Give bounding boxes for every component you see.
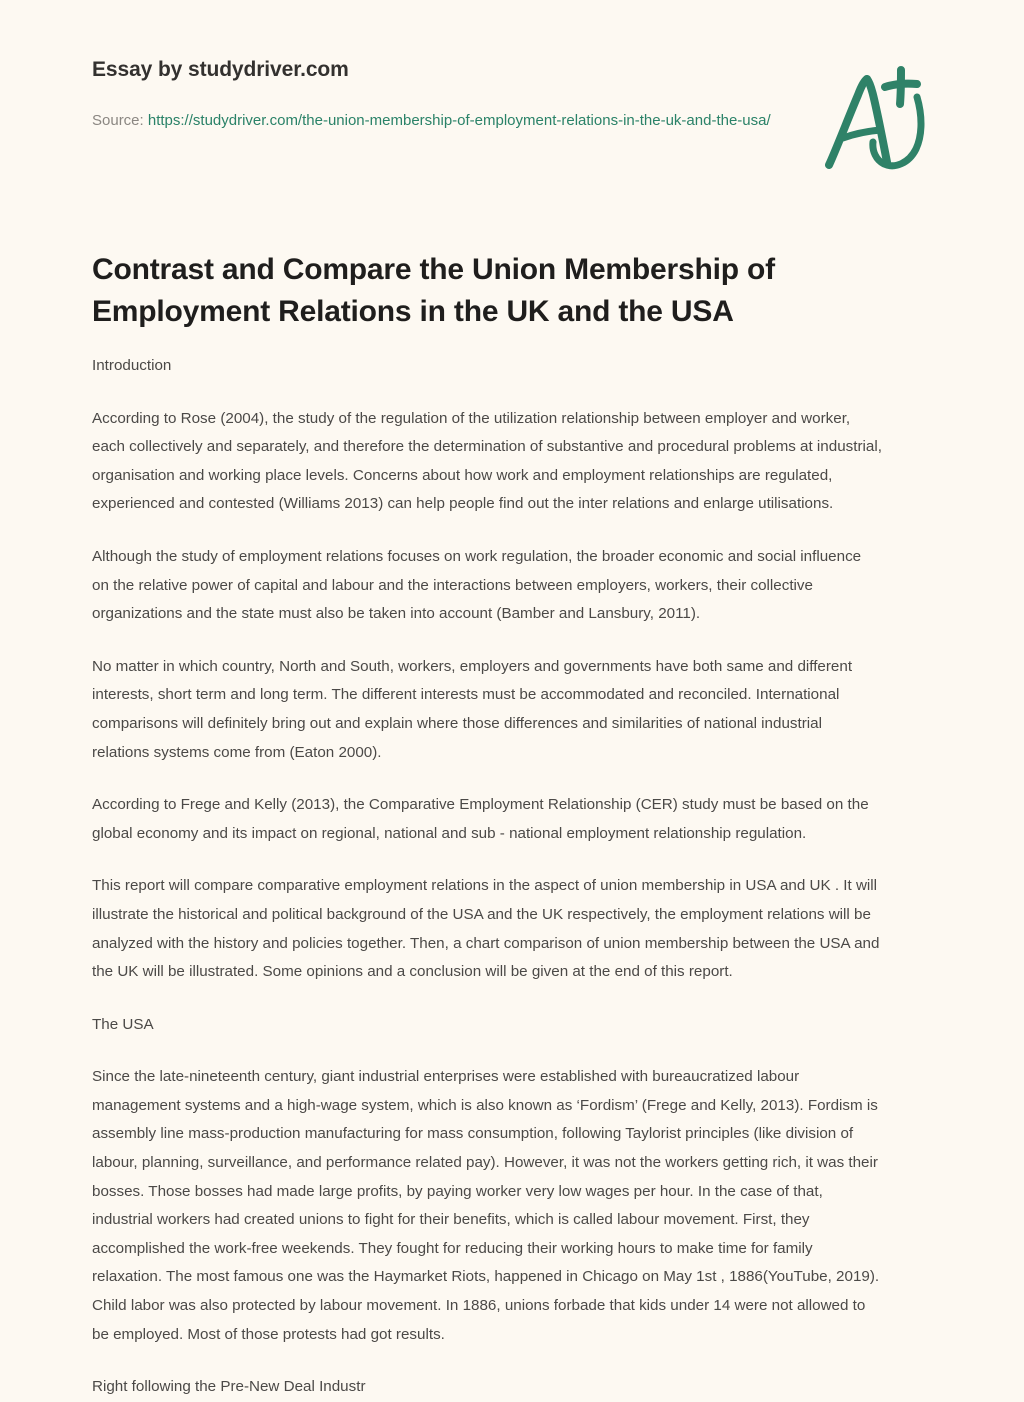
section-heading: Introduction: [92, 357, 172, 374]
body-paragraph: According to Rose (2004), the study of the regulation of the utilization relationship between employer and worker, each collectively and separately, and therefore the determination of substantive and procedural problems at industrial, organisation and working place levels. Concerns about how work and employment relationships are regulated, experienced and contested (Williams 2013) can help people find out the inter relations and enlarge utilisations.: [92, 409, 882, 513]
logo-container: [816, 62, 936, 182]
essay-body: [92, 352, 882, 1402]
a-plus-logo-icon: [816, 62, 936, 182]
header-row: [92, 56, 936, 182]
body-paragraph: Since the late-nineteenth century, giant industrial enterprises were established with bureaucratized labour management systems and a high-wage system, which is also known as ‘Fordism’ (Frege and Kelly, 2013). Fordism is assembly line mass-production manufacturing for mass consumption, following Taylorist principles (like division of labour, planning, surveillance, and performance related pay). However, it was not the workers getting rich, it was their bosses. Those bosses had made large profits, by paying worker very low wages per hour. In the case of that, industrial workers had created unions to fight for their benefits, which is called labour movement. First, they accomplished the work-free weekends. They fought for reducing their working hours to make time for family relaxation. The most famous one was the Haymarket Riots, happened in Chicago on May 1st , 1886(YouTube, 2019). Child labor was also protected by labour movement. In 1886, unions forbade that kids under 14 were not allowed to be employed. Most of those protests had got results.: [92, 1068, 880, 1343]
source-line: [92, 106, 816, 135]
body-paragraph: Right following the Pre-New Deal Industr: [92, 1378, 366, 1396]
body-paragraph: No matter in which country, North and South, workers, employers and governments have both same and different interests, short term and long term. The different interests must be accommodated and reconciled. International comparisons will definitely bring out and explain where those differences and similarities of national industrial relations systems come from (Eaton 2000).: [92, 657, 853, 761]
essay-byline: Essay by studydriver.com: [92, 58, 349, 81]
body-paragraph: This report will compare comparative employment relations in the aspect of union membership in USA and UK . It will illustrate the historical and political background of the USA and the UK respectively, the employment relations will be analyzed with the history and policies together. Then, a chart comparison of union membership between the USA and the UK will be illustrated. Some opinions and a conclusion will be given at the end of this report.: [92, 877, 880, 981]
body-paragraph: Although the study of employment relations focuses on work regulation, the broader economic and social influence on the relative power of capital and labour and the interactions between employers, workers, their collective organizations and the state must also be taken into account (Bamber and Lansbury, 2011).: [92, 547, 862, 623]
page-title: Contrast and Compare the Union Membership of Employment Relations in the UK and the USA: [92, 253, 775, 328]
source-label: Source:: [92, 112, 144, 129]
section-heading: The USA: [92, 1015, 154, 1033]
source-url-link[interactable]: https://studydriver.com/the-union-membership-of-employment-relations-in-the-uk-and-the-usa/: [147, 112, 771, 129]
body-paragraph: According to Frege and Kelly (2013), the Comparative Employment Relationship (CER) study must be based on the global economy and its impact on regional, national and sub - national employment relationship regulation.: [92, 796, 869, 842]
header-left: [92, 56, 816, 135]
page-header: [0, 0, 1024, 182]
